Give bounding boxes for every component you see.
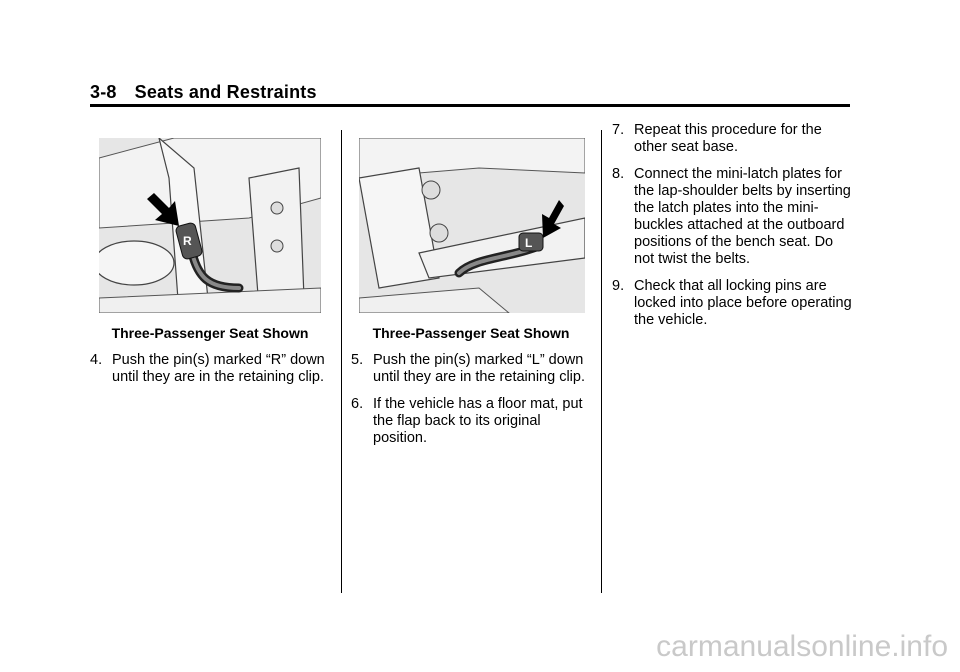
step-item <box>351 396 591 447</box>
pin-label-r: R <box>183 234 192 248</box>
column-divider-2 <box>601 130 602 593</box>
step-text: Push the pin(s) marked “L” down until they are in the retaining clip. <box>373 352 585 385</box>
header-title <box>90 82 850 103</box>
step-number: 5. <box>351 352 364 368</box>
section-title: Seats and Restraints <box>134 82 317 102</box>
step-number: 9. <box>612 278 625 294</box>
step-item <box>612 166 852 268</box>
step-item <box>612 122 852 156</box>
pin-label-l: L <box>525 236 533 250</box>
step-item <box>612 278 852 329</box>
page-header <box>90 82 850 103</box>
step-item <box>351 352 591 386</box>
header-rule <box>90 104 850 107</box>
seat-illustration-l <box>359 138 585 313</box>
figure-seat-pin-r <box>98 137 322 314</box>
step-text: Check that all locking pins are locked into place before operating the vehicle. <box>634 278 852 328</box>
seat-illustration-r <box>99 138 321 313</box>
column-3 <box>612 122 852 329</box>
figure-caption: Three-Passenger Seat Shown <box>111 325 309 341</box>
step-text: If the vehicle has a floor mat, put the flap back to its original position. <box>373 396 583 446</box>
step-number: 4. <box>90 352 103 368</box>
step-number: 7. <box>612 122 625 138</box>
step-number: 6. <box>351 396 364 412</box>
step-item <box>90 352 330 386</box>
column-2 <box>351 137 591 447</box>
page-number: 3-8 <box>90 82 117 102</box>
watermark: carmanualsonline.info <box>656 630 948 663</box>
column-divider-1 <box>341 130 342 593</box>
step-text: Connect the mini-latch plates for the lap-shoulder belts by inserting the latch plates into the mini-buckles attached at the outboard positions of the bench seat. Do not twist the belts. <box>634 166 851 267</box>
column-1 <box>90 137 330 386</box>
figure-caption: Three-Passenger Seat Shown <box>372 325 570 341</box>
step-text: Push the pin(s) marked “R” down until they are in the retaining clip. <box>112 352 325 385</box>
figure-seat-pin-l <box>358 137 586 314</box>
step-number: 8. <box>612 166 625 182</box>
step-text: Repeat this procedure for the other seat base. <box>634 122 822 155</box>
